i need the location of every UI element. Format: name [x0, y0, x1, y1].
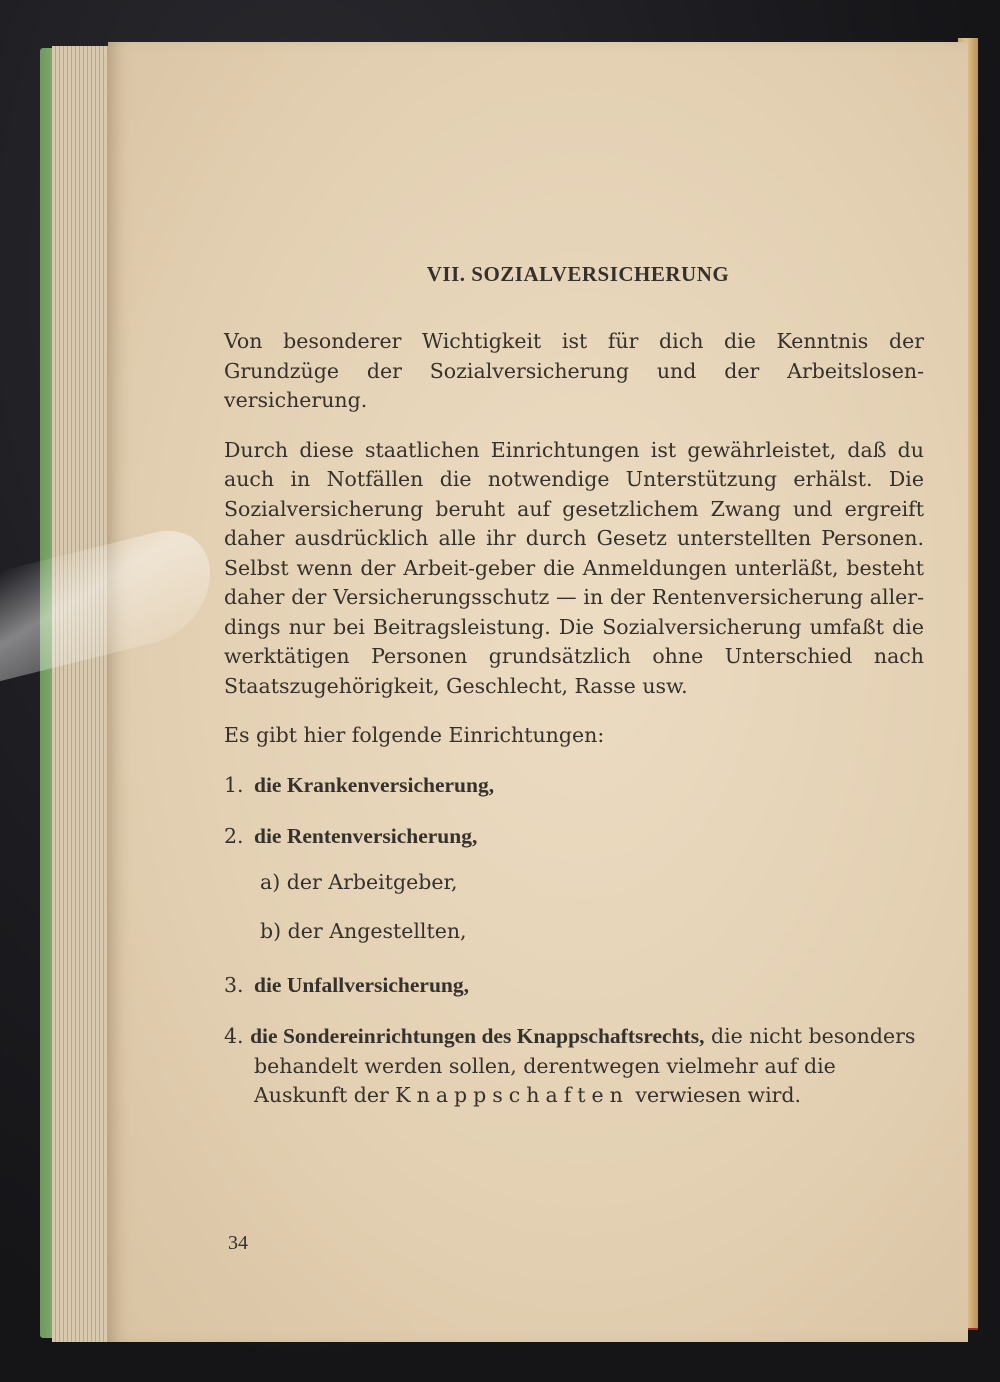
list-label: die Sondereinrichtungen des Knappschaftsrechts,	[250, 1024, 705, 1048]
list-number: 2.	[224, 824, 244, 848]
list-item-3	[224, 971, 924, 1001]
list-label: die Rentenversicherung,	[254, 824, 478, 848]
list-item-1	[224, 771, 924, 801]
list-intro: Es gibt hier folgende Einrichtungen:	[224, 723, 605, 747]
list-item-4-end: verwiesen wird.	[635, 1083, 802, 1107]
list-number: 3.	[224, 972, 244, 997]
paragraph-intro: Von besonderer Wichtigkeit ist für dich die Kenntnis der Grundzüge der Sozialversicherung und der Arbeitslosen-versicherung.	[224, 329, 924, 412]
list-number: 4.	[224, 1024, 244, 1048]
list-item-2	[224, 822, 924, 852]
list-label: die Krankenversicherung,	[254, 772, 495, 797]
list-number: 1.	[224, 772, 244, 797]
list-label: die Unfallversicherung,	[254, 972, 469, 997]
paragraph-main: Durch diese staatlichen Einrichtungen ist gewährleistet, daß du auch in Notfällen die notwendige Unterstützung erhälst. Die Sozialversicherung beruht auf gesetzlichem Zwang und ergreift daher ausdrücklich alle ihr durch Gesetz unterstellten Personen. Selbst wenn der Arbeit-geber die Anmeldungen unterläßt, besteht daher der Versicherungsschutz — in der Rentenversicherung aller-dings nur bei Beitragsleistung. Die Sozialversicherung umfaßt die werktätigen Personen grundsätzlich ohne Unterschied nach Staatszugehörigkeit, Geschlecht, Rasse usw.	[224, 437, 924, 698]
sub-item-b: b) der Angestellten,	[260, 919, 467, 943]
spaced-word: Knappschaften	[395, 1083, 629, 1107]
chapter-title: VII. SOZIALVERSICHERUNG	[426, 262, 730, 286]
sub-item-a: a) der Arbeitgeber,	[260, 869, 458, 894]
list-item-4-text: die nicht besonders behandelt werden sollen, derentwegen vielmehr auf die Auskunft der	[254, 1024, 916, 1107]
page-content	[224, 262, 924, 1111]
list-item-4	[224, 1022, 924, 1111]
page-number: 34	[228, 1232, 248, 1254]
